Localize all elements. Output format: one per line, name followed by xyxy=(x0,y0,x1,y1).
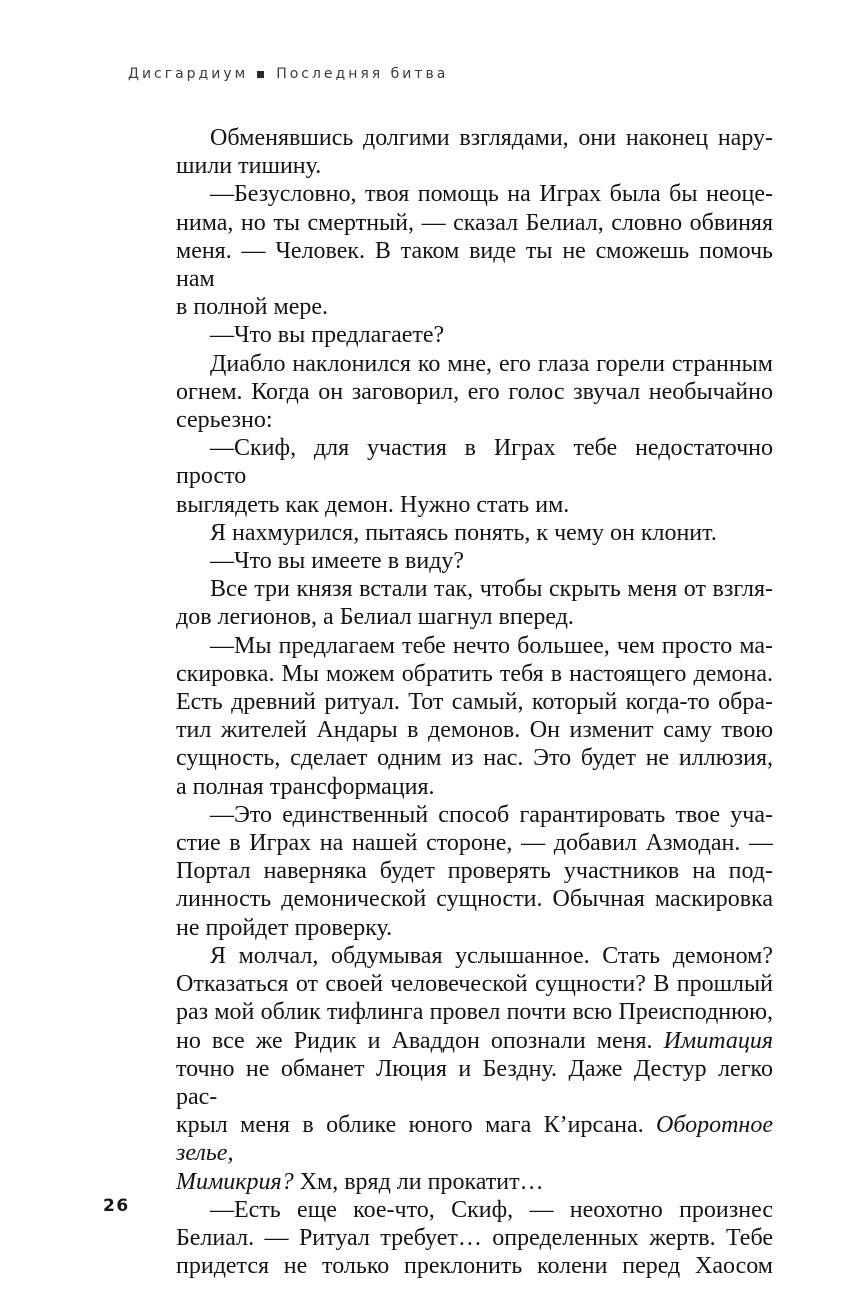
text-line xyxy=(176,378,773,406)
paragraph xyxy=(176,1196,773,1281)
text-segment: дов легионов, а Белиал шагнул вперед. xyxy=(176,604,574,631)
text-segment: —Скиф, для участия в Играх тебе недостаточно просто xyxy=(176,435,773,490)
section-title: Последняя битва xyxy=(276,66,449,82)
text-line xyxy=(176,660,773,688)
text-segment: —Мы предлагаем тебе нечто большее, чем просто ма- xyxy=(210,632,773,659)
text-segment: линность демонической сущности. Обычная маскировка xyxy=(176,886,773,913)
text-line xyxy=(176,885,773,913)
italic-text-segment: Мимикрия? xyxy=(176,1168,294,1195)
text-line xyxy=(176,716,773,744)
text-line xyxy=(176,801,773,829)
text-block xyxy=(176,124,773,1280)
page-number: 26 xyxy=(103,1196,130,1216)
text-line xyxy=(176,406,773,434)
text-segment: —Что вы имеете в виду? xyxy=(210,548,465,575)
text-line xyxy=(176,829,773,857)
text-segment: Я нахмурился, пытаясь понять, к чему он клонит. xyxy=(210,519,717,546)
text-line xyxy=(176,1168,773,1196)
text-segment: —Это единственный способ гарантировать твое уча- xyxy=(210,801,773,828)
text-line xyxy=(176,547,773,575)
text-segment: —Есть еще кое-что, Скиф, — неохотно произнес xyxy=(210,1196,773,1223)
text-line xyxy=(176,209,773,237)
text-segment: стие в Играх на нашей стороне, — добавил Азмодан. — xyxy=(176,830,773,857)
text-segment: сущность, сделает одним из нас. Это будет не иллюзия, xyxy=(176,745,773,772)
text-segment: в полной мере. xyxy=(176,294,329,321)
text-segment: —Что вы предлагаете? xyxy=(210,322,445,349)
page-footer xyxy=(103,1196,130,1216)
text-line xyxy=(176,237,773,293)
text-segment: Портал наверняка будет проверять участников на под- xyxy=(176,858,773,885)
text-line xyxy=(176,321,773,349)
paragraph xyxy=(176,124,773,180)
paragraph xyxy=(176,942,773,1196)
text-line xyxy=(176,998,773,1026)
paragraph xyxy=(176,350,773,435)
running-header xyxy=(128,66,448,82)
text-segment: Белиал. — Ритуал требует… определенных жертв. Тебе xyxy=(176,1224,773,1251)
text-line xyxy=(176,491,773,519)
paragraph xyxy=(176,519,773,547)
text-line xyxy=(176,744,773,772)
italic-text-segment: Оборотное зелье, xyxy=(176,1112,773,1167)
text-line xyxy=(176,773,773,801)
text-segment: Я молчал, обдумывая услышанное. Стать демоном? xyxy=(210,942,773,969)
text-line xyxy=(176,632,773,660)
text-segment: Отказаться от своей человеческой сущности? В прошлый xyxy=(176,971,773,998)
text-segment: Хм, вряд ли прокатит… xyxy=(293,1168,544,1195)
paragraph xyxy=(176,434,773,519)
text-line xyxy=(176,914,773,942)
text-segment: скировка. Мы можем обратить тебя в настоящего демона. xyxy=(176,660,773,687)
text-segment: Обменявшись долгими взглядами, они наконец нару- xyxy=(210,125,773,151)
text-segment: огнем. Когда он заговорил, его голос звучал необычайно xyxy=(176,378,773,405)
paragraph xyxy=(176,547,773,575)
paragraph xyxy=(176,180,773,321)
text-line xyxy=(176,293,773,321)
text-line xyxy=(176,970,773,998)
text-segment: шили тишину. xyxy=(176,153,322,180)
book-title: Дисгардиум xyxy=(128,66,249,82)
text-line xyxy=(176,519,773,547)
text-line xyxy=(176,857,773,885)
paragraph xyxy=(176,575,773,631)
text-line xyxy=(176,152,773,180)
text-segment: тил жителей Андары в демонов. Он изменит саму твою xyxy=(176,717,773,744)
text-segment: не пройдет проверку. xyxy=(176,914,393,941)
text-segment: крыл меня в облике юного мага К’ирсана. xyxy=(176,1112,657,1139)
text-line xyxy=(176,350,773,378)
text-line xyxy=(176,942,773,970)
text-line xyxy=(176,1027,773,1055)
text-segment: серьезно: xyxy=(176,407,273,434)
text-segment: а полная трансформация. xyxy=(176,773,435,800)
separator-square-icon xyxy=(257,71,264,78)
text-segment: но все же Ридик и Аваддон опознали меня. xyxy=(176,1027,664,1054)
text-segment: точно не обманет Люция и Бездну. Даже Дестур легко рас- xyxy=(176,1055,773,1110)
text-segment: —Безусловно, твоя помощь на Играх была бы неоце- xyxy=(210,181,773,208)
text-segment: раз мой облик тифлинга провел почти всю Преисподнюю, xyxy=(176,999,773,1026)
text-segment: нима, но ты смертный, — сказал Белиал, словно обвиняя xyxy=(176,209,773,236)
text-segment: меня. — Человек. В таком виде ты не сможешь помочь нам xyxy=(176,237,773,293)
text-segment: придется не только преклонить колени перед Хаосом xyxy=(176,1253,773,1280)
text-line xyxy=(176,1111,773,1167)
text-segment: выглядеть как демон. Нужно стать им. xyxy=(176,491,570,518)
text-line xyxy=(176,180,773,208)
paragraph xyxy=(176,801,773,942)
text-line xyxy=(176,688,773,716)
text-line xyxy=(176,1224,773,1252)
text-line xyxy=(176,575,773,603)
text-line xyxy=(176,603,773,631)
paragraph xyxy=(176,632,773,801)
text-line xyxy=(176,124,773,152)
text-line xyxy=(176,434,773,490)
text-line xyxy=(176,1196,773,1224)
italic-text-segment: Имитация xyxy=(663,1027,773,1054)
text-line xyxy=(176,1055,773,1111)
text-segment: Все три князя встали так, чтобы скрыть меня от взгля- xyxy=(210,576,773,603)
text-segment: Есть древний ритуал. Тот самый, который когда-то обра- xyxy=(176,689,773,716)
text-segment: Диабло наклонился ко мне, его глаза горели странным xyxy=(210,350,773,377)
paragraph xyxy=(176,321,773,349)
text-line xyxy=(176,1252,773,1280)
